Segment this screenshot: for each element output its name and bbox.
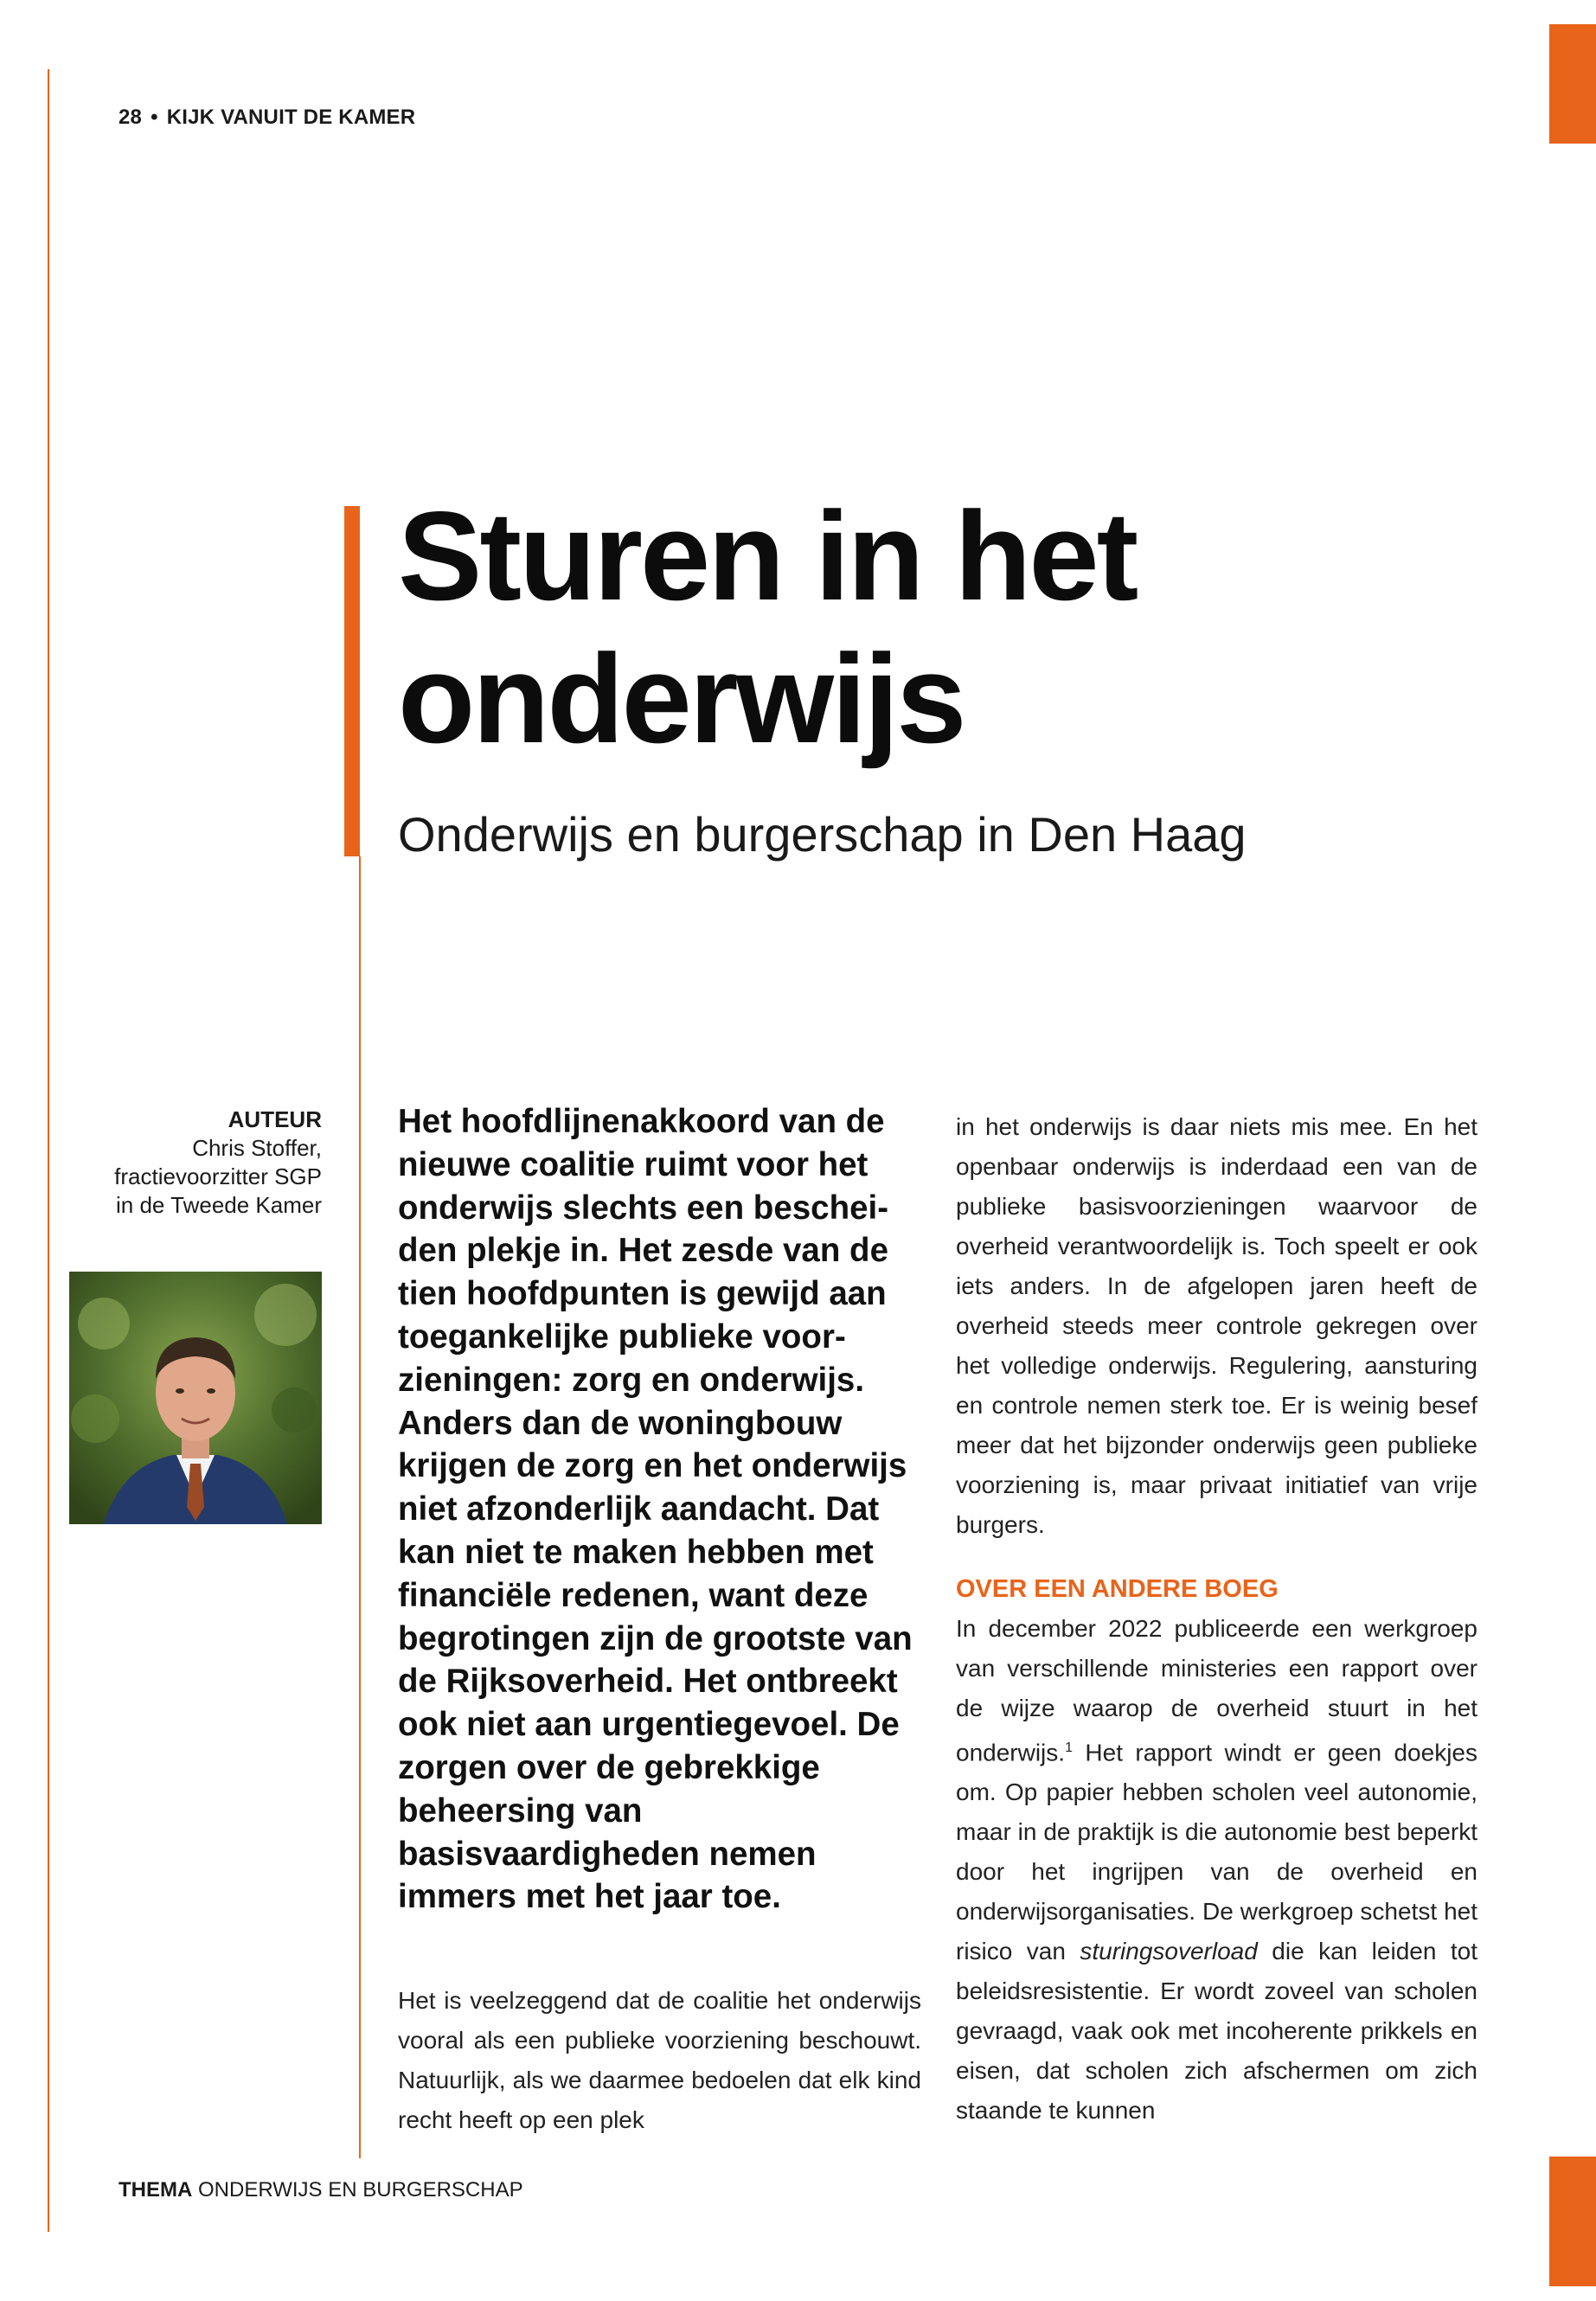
footnote-ref: 1	[1065, 1740, 1073, 1755]
footer-theme-label: THEMA	[119, 2178, 193, 2202]
body-text-column1: Het is veelzeggend dat de coalitie het onderwijs vooral als een publieke voorziening beschouwt. Natuurlijk, als we daarmee bedoelen dat elk kind recht heeft op een plek	[398, 1987, 921, 2133]
author-role-line2: in de Tweede Kamer	[116, 1192, 322, 1218]
author-name: Chris Stoffer,	[192, 1135, 322, 1161]
page-edge-tab-top	[1549, 24, 1596, 144]
header-separator: •	[151, 106, 158, 129]
left-margin-rule	[48, 69, 49, 2232]
author-block	[69, 1106, 322, 1220]
running-footer	[119, 2178, 523, 2202]
title-accent-bar	[344, 506, 360, 856]
body-column2	[956, 1107, 1477, 2131]
footer-theme-name: ONDERWIJS EN BURGERSCHAP	[198, 2178, 523, 2202]
body-text: In december 2022 publiceerde een werkgroep van verschillende ministeries een rapport over de wijze waarop de overheid stuurt in het onderwijs.	[956, 1615, 1477, 1766]
emphasis-term: sturingsoverload	[1080, 1938, 1258, 1965]
section-heading: OVER EEN ANDERE BOEG	[956, 1575, 1279, 1603]
article-intro: Het hoofdlijnenakkoord van de nieuwe coalitie ruimt voor het onderwijs slechts een bescheiden plekje in. Het zesde van de tien hoofdpunten is gewijd aan toegankelijke publieke voorzieningen: zorg en onderwijs. Anders dan de woningbouw krijgen de zorg en het onderwijs niet afzonderlijk aandacht. Dat kan niet te maken hebben met financiële redenen, want deze begrotingen zijn de grootste van de Rijksoverheid. Het ontbreekt ook niet aan urgentiegevoel. De zorgen over de gebrekkige beheersing van basisvaardigheden nemen immers met het jaar toe.	[398, 1103, 913, 1916]
page-edge-tab-bottom	[1549, 2157, 1596, 2286]
column-divider-line	[359, 856, 361, 2158]
body-text: die kan leiden tot beleidsresistentie. Er wordt zoveel van scholen gevraagd, vaak ook met incoherente prikkels en eisen, dat scholen zich afschermen om zich staande te kunnen	[956, 1938, 1477, 2125]
author-label: AUTEUR	[228, 1106, 322, 1132]
author-role-line1: fractievoorzitter SGP	[114, 1163, 322, 1189]
body-paragraph-2	[956, 1609, 1477, 2131]
article-subtitle: Onderwijs en burgerschap in Den Haag	[398, 807, 1247, 862]
header-section: KIJK VANUIT DE KAMER	[166, 106, 416, 129]
body-text: Het rapport windt er geen doekjes om. Op papier hebben scholen veel autonomie, maar in de praktijk is die autonomie best beperkt door het ingrijpen van de overheid en onderwijsorganisaties. De werkgroep schetst het risico van	[956, 1739, 1477, 1965]
page-number: 28	[119, 106, 143, 129]
body-paragraph: in het onderwijs is daar niets mis mee. En het openbaar onderwijs is inderdaad een van de publieke basisvoorzieningen waarvoor de overheid verantwoordelijk is. Toch speelt er ook iets anders. In de afgelopen jaren heeft de overheid steeds meer controle gekregen over het volledige onderwijs. Regulering, aansturing en controle nemen sterk toe. Er is weinig besef meer dat het bijzonder onderwijs geen publieke voorziening is, maar privaat initiatief van vrije burgers.	[956, 1113, 1477, 1538]
author-photo	[69, 1272, 322, 1524]
running-header	[119, 106, 415, 130]
article-title: Sturen in het onderwijs	[398, 485, 1137, 769]
